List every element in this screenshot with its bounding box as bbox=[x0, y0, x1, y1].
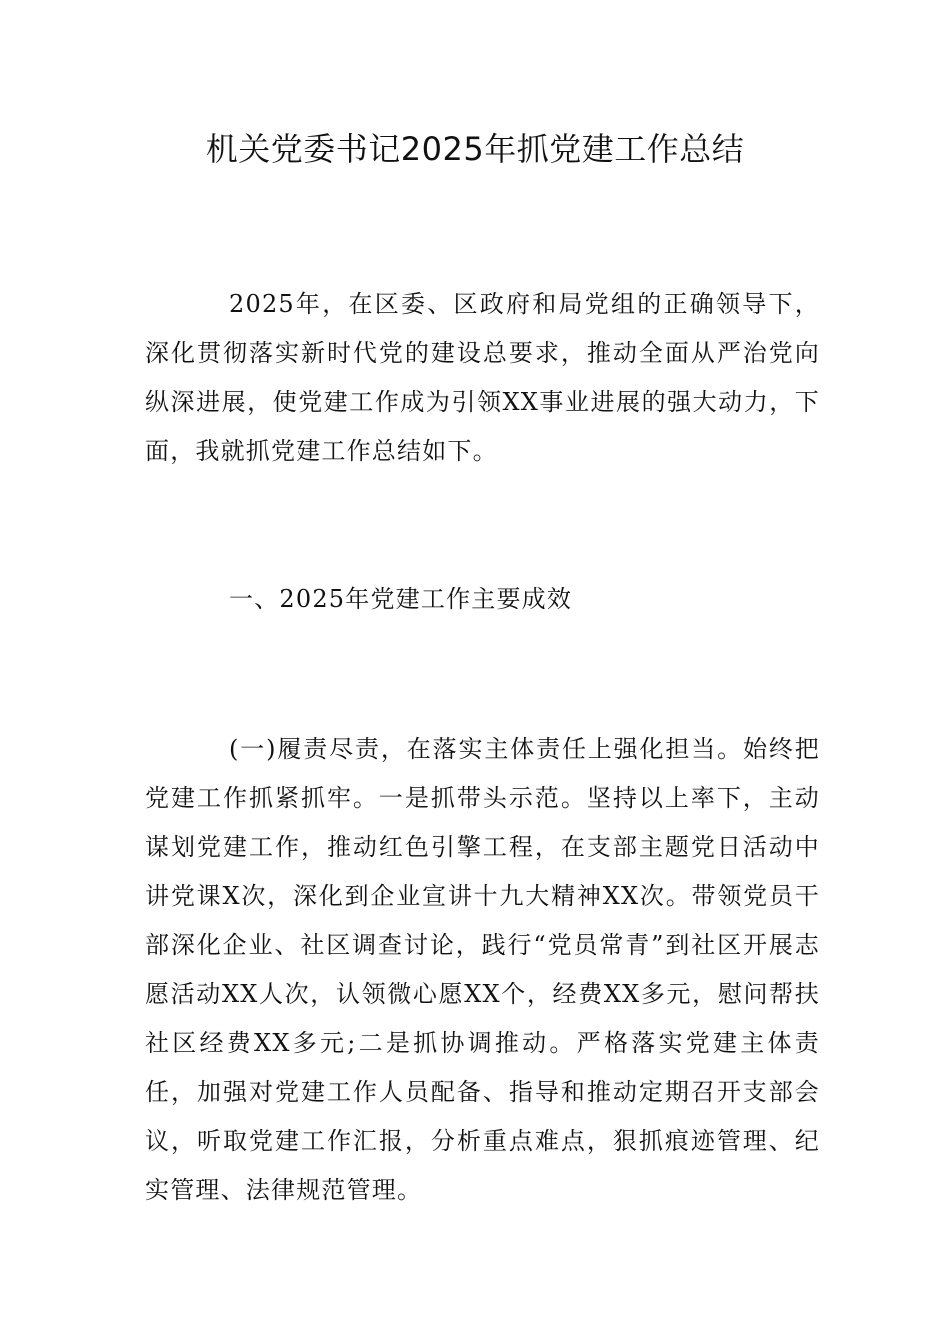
section-1-paragraph: (一)履责尽责，在落实主体责任上强化担当。始终把党建工作抓紧抓牢。一是抓带头示范。坚持以上率下，主动谋划党建工作，推动红色引擎工程，在支部主题党日活动中讲党课X次，深化到企业宣讲十九大精神XX次。带领党员干部深化企业、社区调查讨论，践行“党员常青”到社区开展志愿活动XX人次，认领微心愿XX个，经费XX多元，慰问帮扶社区经费XX多元;二是抓协调推动。严格落实党建主体责任，加强对党建工作人员配备、指导和推动定期召开支部会议，听取党建工作汇报，分析重点难点，狠抓痕迹管理、纪实管理、法律规范管理。 bbox=[145, 735, 820, 1204]
section-heading-1: 一、2025年党建工作主要成效 bbox=[229, 585, 573, 613]
document-title: 机关党委书记2025年抓党建工作总结 bbox=[205, 130, 745, 168]
intro-paragraph: 2025年，在区委、区政府和局党组的正确领导下，深化贯彻落实新时代党的建设总要求，推动全面从严治党向纵深进展，使党建工作成为引领XX事业进展的强大动力，下面，我就抓党建工作总结如下。 bbox=[145, 290, 820, 465]
